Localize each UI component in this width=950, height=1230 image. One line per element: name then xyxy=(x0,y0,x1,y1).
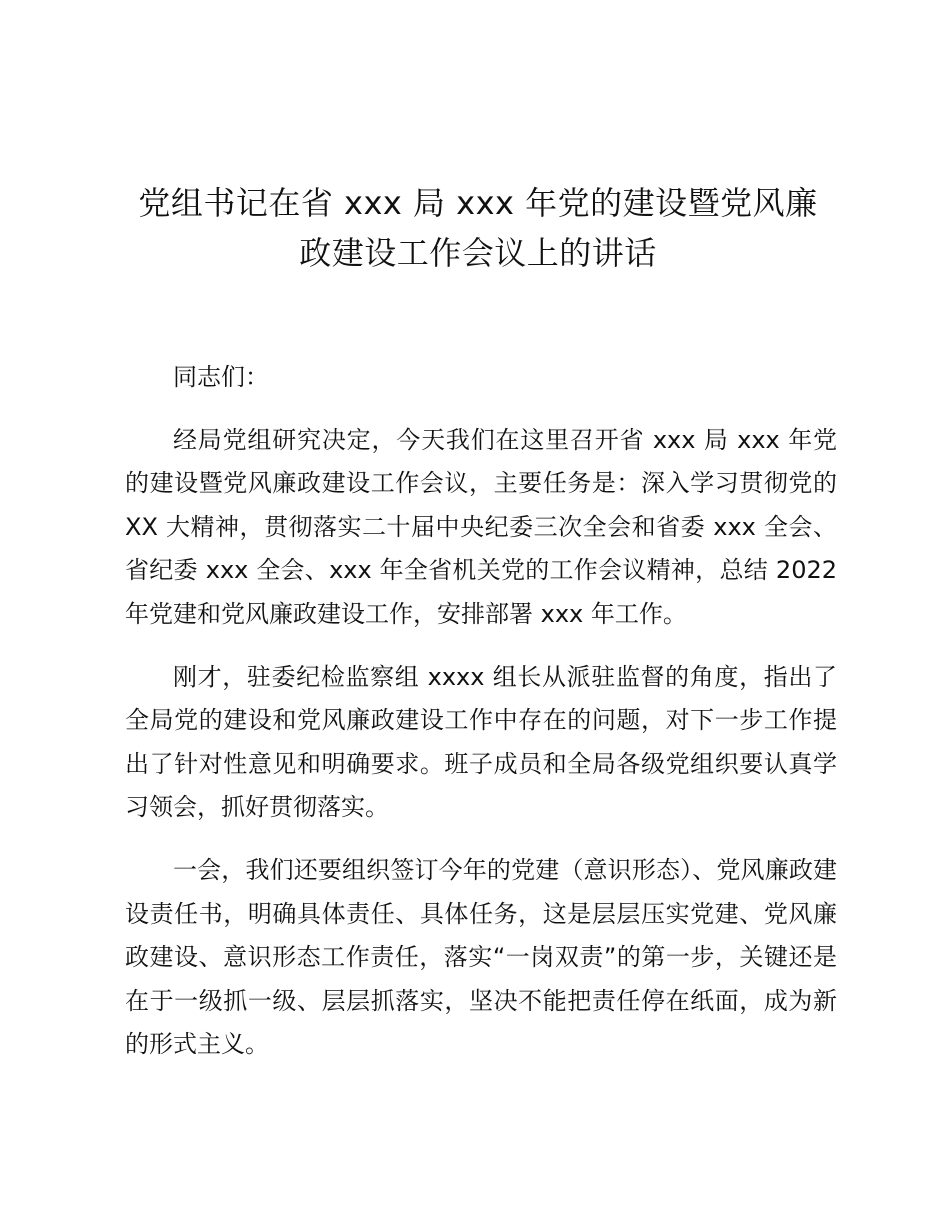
paragraph-1: 经局党组研究决定，今天我们在这里召开省 xxx 局 xxx 年党的建设暨党风廉政建设工作会议，主要任务是：深入学习贯彻党的 XX 大精神，贯彻落实二十届中央纪委三次全会和省委 xxx 全会、省纪委 xxx 全会、xxx 年全省机关党的工作会议精神，总结 2022 年党建和党风廉政建设工作，安排部署 xxx 年工作。 xyxy=(125,425,837,628)
document-title xyxy=(120,178,836,278)
title-line-1: 党组书记在省 xxx 局 xxx 年党的建设暨党风廉 xyxy=(138,184,818,222)
title-line-2: 政建设工作会议上的讲话 xyxy=(299,234,657,272)
paragraph-2: 刚才，驻委纪检监察组 xxxx 组长从派驻监督的角度，指出了全局党的建设和党风廉政建设工作中存在的问题，对下一步工作提出了针对性意见和明确要求。班子成员和全局各级党组织要认真学习领会，抓好贯彻落实。 xyxy=(125,662,837,822)
salutation: 同志们： xyxy=(173,363,269,391)
paragraph-3: 一会，我们还要组织签订今年的党建（意识形态）、党风廉政建设责任书，明确具体责任、具体任务，这是层层压实党建、党风廉政建设、意识形态工作责任，落实“一岗双责”的第一步，关键还是在于一级抓一级、层层抓落实，坚决不能把责任停在纸面，成为新的形式主义。 xyxy=(125,855,837,1059)
document-body xyxy=(125,356,837,1086)
